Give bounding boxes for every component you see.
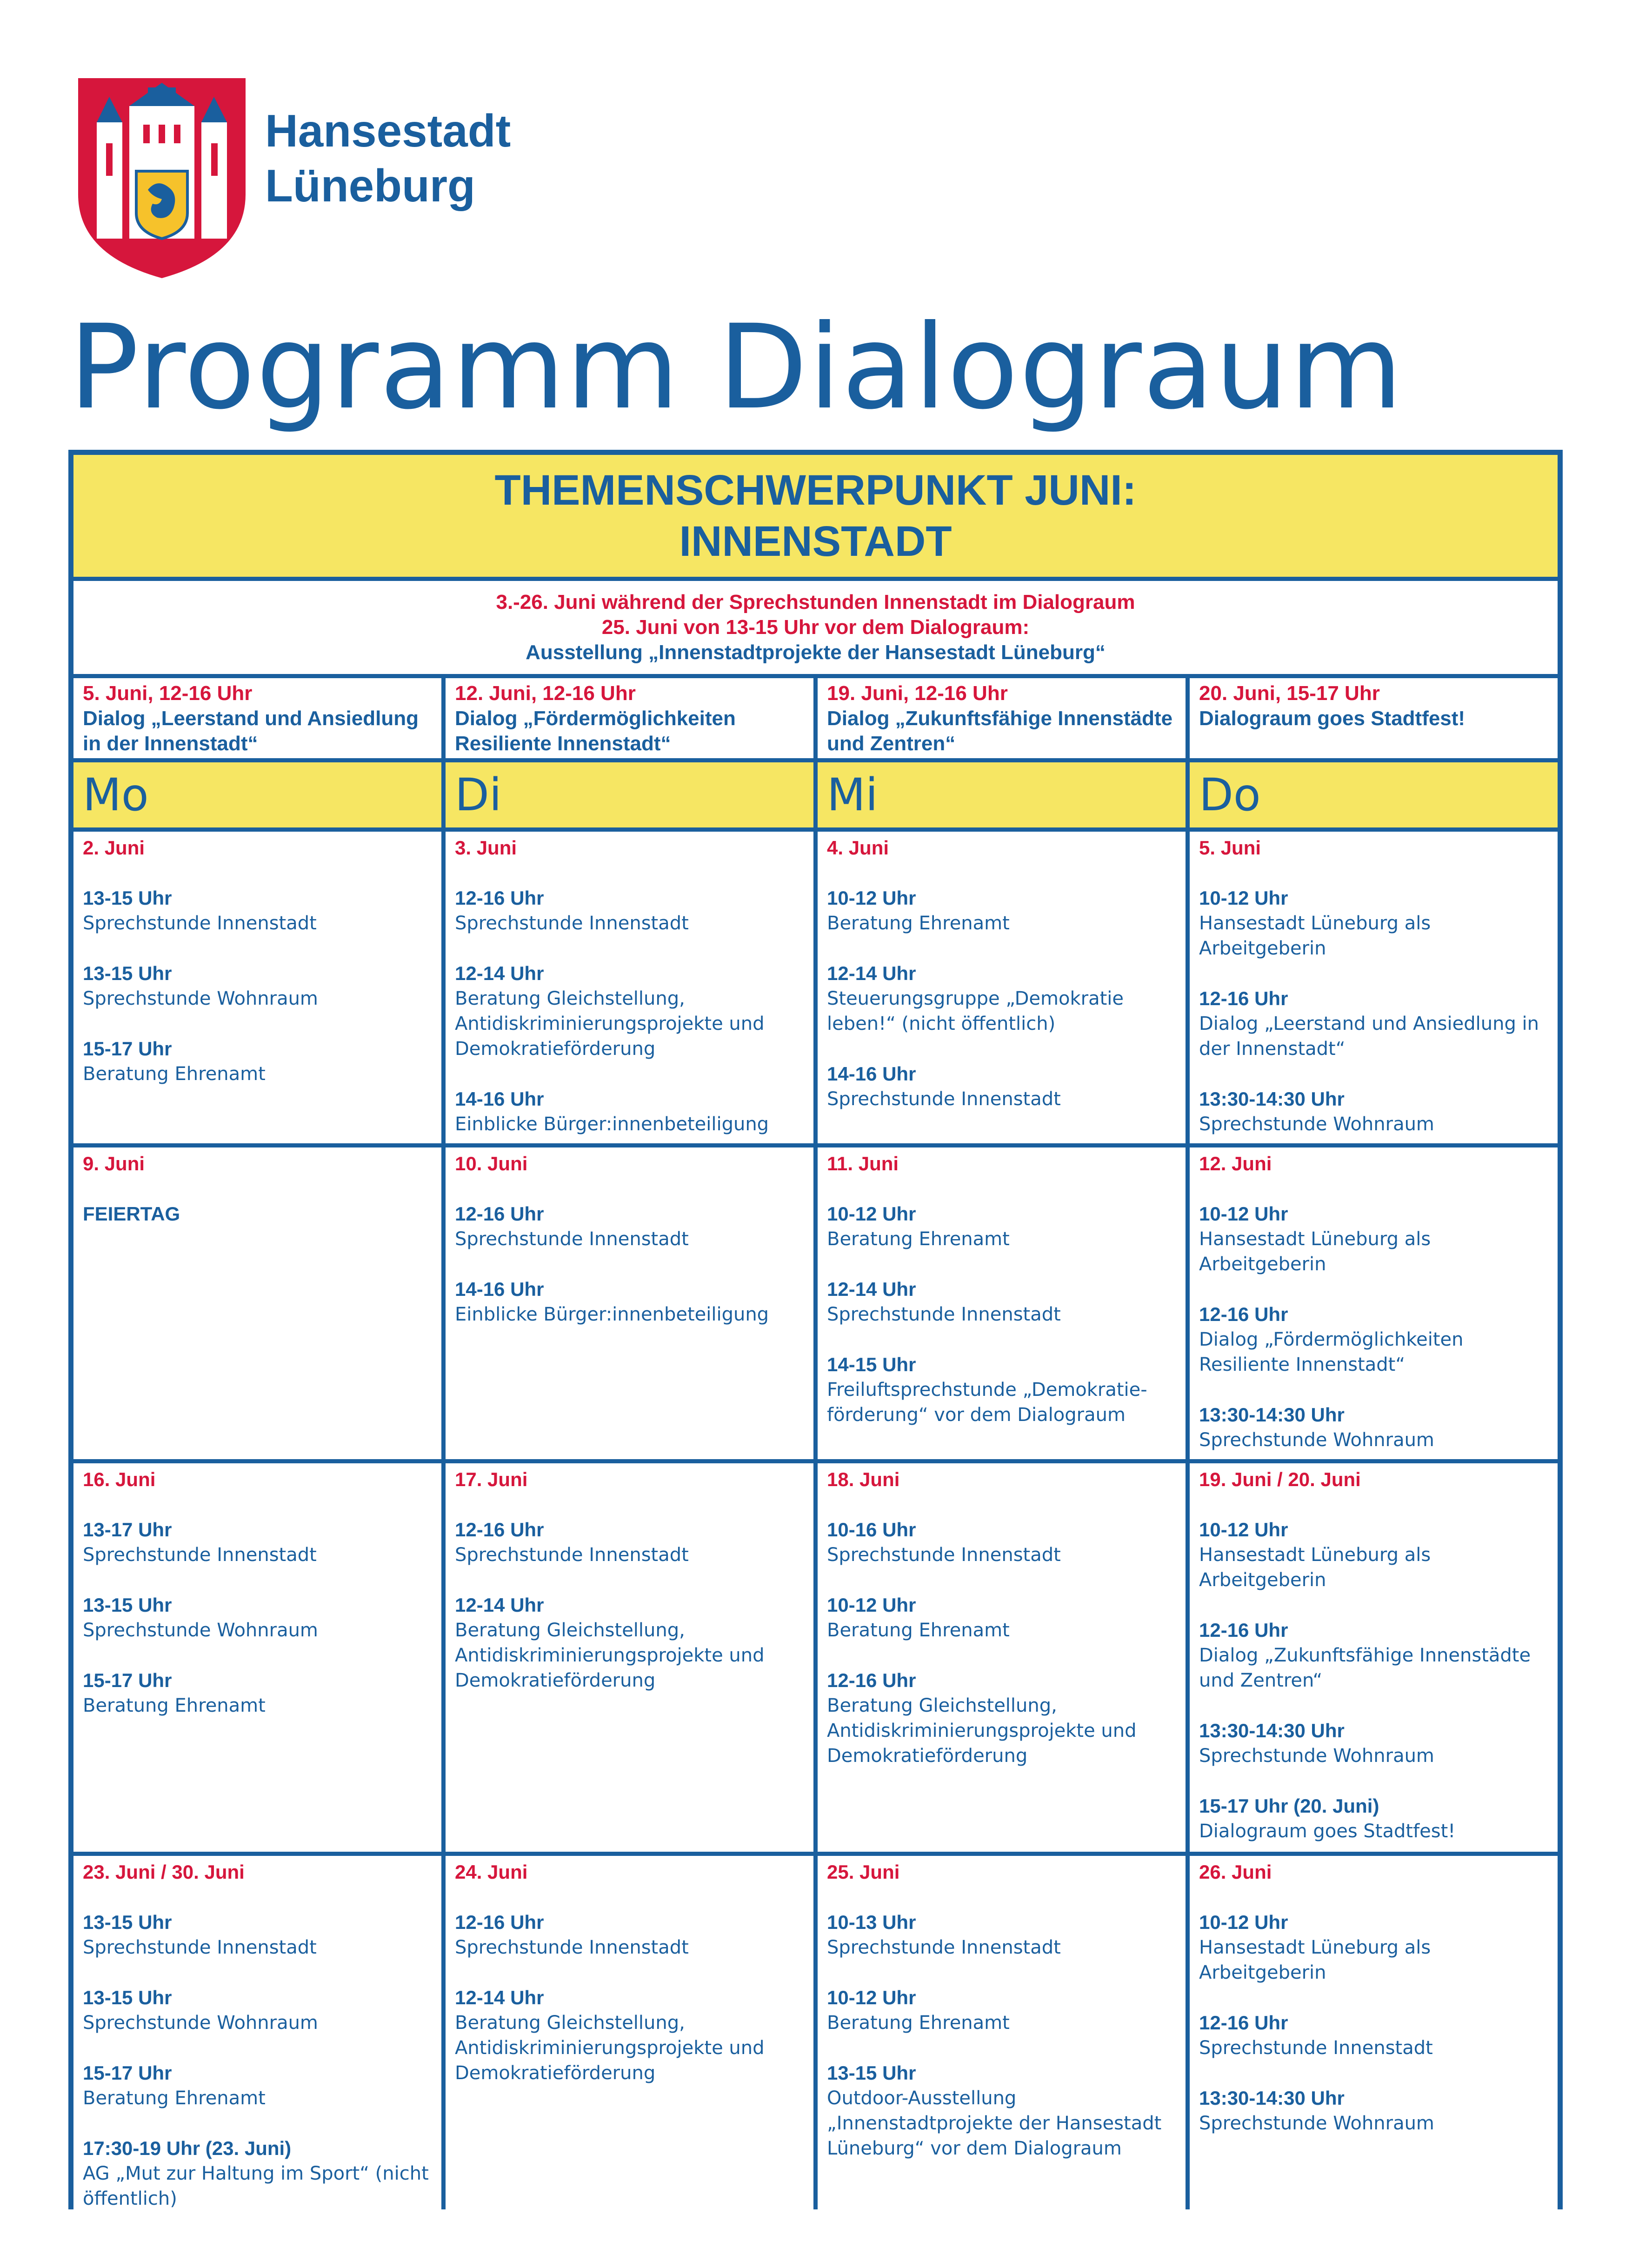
entry-description: Dialograum goes Stadtfest! (1199, 1821, 1456, 1842)
day-date: 4. Juni (827, 837, 889, 859)
schedule-entry (827, 1201, 1176, 1252)
holiday-label: FEIERTAG (83, 1203, 180, 1225)
entry-time: 13-17 Uhr (83, 1519, 172, 1541)
event-when: 12. Juni, 12-16 Uhr (455, 682, 636, 705)
schedule-entry (83, 1668, 432, 1718)
entry-description: Hansestadt Lüneburg als Arbeitgeberin (1199, 913, 1431, 959)
entry-time: 12-16 Uhr (827, 1669, 916, 1691)
entry-time: 13-15 Uhr (83, 1911, 172, 1933)
coat-of-arms-logo (78, 78, 246, 278)
entry-description: Sprechstunde Innenstadt (827, 1088, 1061, 1110)
day-date: 18. Juni (827, 1468, 900, 1490)
entry-time: 12-16 Uhr (1199, 2012, 1288, 2034)
schedule-entry (827, 2061, 1176, 2161)
schedule-entry (1199, 1402, 1548, 1453)
day-cell (818, 1147, 1186, 1459)
exhibition-line-2: 25. Juni von 13-15 Uhr vor dem Dialograum: (601, 616, 1030, 639)
theme-line-2: INNENSTADT (679, 518, 952, 565)
day-date: 12. Juni (1199, 1153, 1272, 1174)
schedule-entry (827, 1061, 1176, 1112)
day-date: 25. Juni (827, 1861, 900, 1883)
brand-line-2: Lüneburg (265, 160, 475, 211)
day-label: Di (455, 769, 502, 821)
event-what: Dialograum goes Stadtfest! (1199, 707, 1465, 730)
schedule-entry (83, 961, 432, 1011)
entry-description: Sprechstunde Innenstadt (83, 913, 317, 934)
entry-description: Steuerungsgruppe „Demokratie leben!“ (nicht öffentlich) (827, 988, 1124, 1034)
entry-description: Dialog „Zukunftsfähige Innenstädte und Zentren“ (1199, 1645, 1531, 1691)
entry-time: 12-14 Uhr (455, 1987, 544, 2008)
day-cell (1190, 832, 1558, 1143)
day-date: 3. Juni (455, 837, 517, 859)
entry-description: Beratung Gleichstellung, Antidiskriminierungsprojekte und Demokratieförderung (455, 2012, 765, 2084)
entry-description: Sprechstunde Innenstadt (455, 1228, 689, 1250)
schedule-entry (83, 1593, 432, 1643)
schedule-entry (83, 1036, 432, 1087)
day-date: 10. Juni (455, 1153, 528, 1174)
entry-description: Hansestadt Lüneburg als Arbeitgeberin (1199, 1937, 1431, 1983)
event-what: Dialog „Fördermöglichkeiten Resiliente Innenstadt“ (455, 707, 736, 755)
entry-description: Sprechstunde Wohnraum (1199, 1429, 1434, 1451)
entry-time: 10-16 Uhr (827, 1519, 916, 1541)
day-label: Mi (827, 769, 878, 821)
schedule-entry (83, 2136, 432, 2211)
entry-time: 13-15 Uhr (83, 1594, 172, 1616)
schedule-entry (827, 1668, 1176, 1768)
entry-time: 17:30-19 Uhr (23. Juni) (83, 2137, 292, 2159)
exhibition-info (73, 581, 1558, 674)
event-when: 20. Juni, 15-17 Uhr (1199, 682, 1380, 705)
brand-name (265, 103, 511, 213)
day-cell (1190, 1856, 1558, 2268)
entry-description: Outdoor-Ausstellung „Innenstadtprojekte der Hansestadt Lüneburg“ vor dem Dialograum (827, 2088, 1162, 2159)
entry-time: 10-12 Uhr (827, 1987, 916, 2008)
entry-time: 10-12 Uhr (827, 1203, 916, 1225)
schedule-entry (83, 1910, 432, 1960)
schedule-entry (83, 2061, 432, 2111)
entry-description: Beratung Gleichstellung, Antidiskriminierungsprojekte und Demokratieförderung (827, 1695, 1137, 1767)
entry-time: 15-17 Uhr (83, 2062, 172, 2084)
entry-description: Sprechstunde Innenstadt (455, 1544, 689, 1566)
schedule-entry (827, 1517, 1176, 1568)
program-table (68, 450, 1563, 2209)
entry-description: Beratung Ehrenamt (83, 1695, 266, 1716)
entry-time: 10-12 Uhr (1199, 1203, 1288, 1225)
entry-time: 12-16 Uhr (455, 1203, 544, 1225)
schedule-entry (455, 1277, 804, 1327)
entry-description: Dialog „Fördermöglichkeiten Resiliente Innenstadt“ (1199, 1329, 1464, 1375)
entry-description: Sprechstunde Innenstadt (83, 1937, 317, 1958)
day-date: 16. Juni (83, 1468, 156, 1490)
entry-description: Sprechstunde Innenstadt (827, 1544, 1061, 1566)
day-date: 11. Juni (827, 1153, 899, 1174)
event-cell (1190, 678, 1558, 758)
entry-time: 13:30-14:30 Uhr (1199, 1720, 1345, 1741)
day-cell (818, 1463, 1186, 1852)
schedule-entry (455, 1087, 804, 1137)
schedule-entry (1199, 1910, 1548, 1985)
event-when: 5. Juni, 12-16 Uhr (83, 682, 253, 705)
day-date: 19. Juni / 20. Juni (1199, 1468, 1361, 1490)
entry-time: 12-16 Uhr (1199, 1303, 1288, 1325)
entry-time: 14-16 Uhr (455, 1278, 544, 1300)
schedule-entry (1199, 1302, 1548, 1377)
entry-time: 15-17 Uhr (83, 1038, 172, 1060)
event-cell (446, 678, 813, 758)
schedule-entry (827, 961, 1176, 1036)
day-header-mo (73, 762, 441, 827)
entry-description: AG „Mut zur Haltung im Sport“ (nicht öffentlich) (83, 2163, 429, 2209)
entry-time: 13-15 Uhr (83, 962, 172, 984)
theme-line-1: THEMENSCHWERPUNKT JUNI: (494, 467, 1137, 514)
entry-description: Sprechstunde Wohnraum (1199, 1745, 1434, 1767)
schedule-entry (455, 1517, 804, 1568)
schedule-entry (827, 1593, 1176, 1643)
schedule-entry (455, 886, 804, 936)
entry-time: 10-13 Uhr (827, 1911, 916, 1933)
entry-description: Freiluftsprechstunde „Demokratie-förderung“ vor dem Dialograum (827, 1379, 1147, 1426)
day-date: 23. Juni / 30. Juni (83, 1861, 245, 1883)
entry-time: 12-16 Uhr (1199, 1619, 1288, 1641)
schedule-entry (1199, 1517, 1548, 1593)
entry-description: Hansestadt Lüneburg als Arbeitgeberin (1199, 1228, 1431, 1275)
schedule-entry (1199, 1718, 1548, 1768)
day-cell (818, 1856, 1186, 2268)
entry-time: 12-16 Uhr (455, 887, 544, 909)
schedule-entry (1199, 986, 1548, 1061)
schedule-entry (827, 1910, 1176, 1960)
entry-description: Sprechstunde Innenstadt (1199, 2037, 1433, 2059)
entry-time: 10-12 Uhr (1199, 1519, 1288, 1541)
entry-description: Beratung Ehrenamt (83, 1063, 266, 1085)
entry-description: Beratung Gleichstellung, Antidiskriminierungsprojekte und Demokratieförderung (455, 1620, 765, 1691)
day-cell (73, 1463, 441, 1852)
event-what: Dialog „Leerstand und Ansiedlung in der Innenstadt“ (83, 707, 419, 755)
day-date: 2. Juni (83, 837, 145, 859)
entry-description: Beratung Ehrenamt (827, 1620, 1010, 1641)
day-cell (73, 1856, 441, 2268)
schedule-entry (1199, 2010, 1548, 2061)
entry-time: 12-16 Uhr (1199, 987, 1288, 1009)
entry-time: 10-12 Uhr (827, 887, 916, 909)
schedule-entry (455, 1985, 804, 2086)
day-date: 9. Juni (83, 1153, 145, 1174)
entry-time: 13-15 Uhr (827, 2062, 916, 2084)
entry-description: Sprechstunde Wohnraum (83, 2012, 318, 2034)
event-cell (818, 678, 1186, 758)
schedule-entry (1199, 2086, 1548, 2136)
schedule-entry (827, 1277, 1176, 1327)
entry-description: Hansestadt Lüneburg als Arbeitgeberin (1199, 1544, 1431, 1591)
entry-description: Dialog „Leerstand und Ansiedlung in der Innenstadt“ (1199, 1013, 1539, 1060)
schedule-entry (455, 1593, 804, 1693)
entry-description: Sprechstunde Wohnraum (83, 1620, 318, 1641)
day-label: Do (1199, 769, 1261, 821)
entry-description: Sprechstunde Wohnraum (1199, 2113, 1434, 2134)
entry-time: 12-14 Uhr (455, 1594, 544, 1616)
schedule-entry (455, 1201, 804, 1252)
entry-time: 12-14 Uhr (827, 1278, 916, 1300)
entry-time: 12-14 Uhr (827, 962, 916, 984)
entry-description: Sprechstunde Innenstadt (83, 1544, 317, 1566)
entry-time: 12-16 Uhr (455, 1911, 544, 1933)
entry-description: Sprechstunde Wohnraum (1199, 1114, 1434, 1135)
day-date: 17. Juni (455, 1468, 528, 1490)
day-cell (73, 1147, 441, 1459)
entry-time: 13:30-14:30 Uhr (1199, 2087, 1345, 2109)
day-date: 24. Juni (455, 1861, 528, 1883)
entry-description: Beratung Ehrenamt (827, 2012, 1010, 2034)
event-when: 19. Juni, 12-16 Uhr (827, 682, 1008, 705)
schedule-entry (827, 1352, 1176, 1428)
entry-description: Sprechstunde Innenstadt (827, 1937, 1061, 1958)
entry-description: Beratung Ehrenamt (827, 913, 1010, 934)
day-cell (446, 1856, 813, 2268)
entry-time: 12-16 Uhr (455, 1519, 544, 1541)
entry-description: Beratung Ehrenamt (83, 2088, 266, 2109)
schedule-entry (455, 961, 804, 1061)
entry-time: 14-16 Uhr (827, 1063, 916, 1085)
exhibition-line-1: 3.-26. Juni während der Sprechstunden Innenstadt im Dialograum (496, 591, 1135, 614)
entry-description: Sprechstunde Wohnraum (83, 988, 318, 1009)
day-date: 5. Juni (1199, 837, 1261, 859)
day-label: Mo (83, 769, 149, 821)
day-cell (446, 1463, 813, 1852)
entry-time: 13-15 Uhr (83, 887, 172, 909)
entry-time: 10-12 Uhr (1199, 1911, 1288, 1933)
entry-description: Einblicke Bürger:innenbeteiligung (455, 1304, 769, 1325)
entry-time: 15-17 Uhr (83, 1669, 172, 1691)
entry-description: Einblicke Bürger:innenbeteiligung (455, 1114, 769, 1135)
day-cell (73, 832, 441, 1143)
entry-time: 14-16 Uhr (455, 1088, 544, 1110)
schedule-entry (1199, 1618, 1548, 1693)
entry-time: 12-14 Uhr (455, 962, 544, 984)
schedule-entry (827, 886, 1176, 936)
schedule-entry (1199, 886, 1548, 961)
day-header-mi (818, 762, 1186, 827)
day-cell (1190, 1463, 1558, 1852)
schedule-entry (827, 1985, 1176, 2035)
schedule-entry (1199, 1794, 1548, 1844)
exhibition-line-3: Ausstellung „Innenstadtprojekte der Hansestadt Lüneburg“ (526, 641, 1106, 664)
day-cell (446, 832, 813, 1143)
day-cell (446, 1147, 813, 1459)
day-cell (1190, 1147, 1558, 1459)
day-date: 26. Juni (1199, 1861, 1272, 1883)
entry-time: 13-15 Uhr (83, 1987, 172, 2008)
entry-description: Sprechstunde Innenstadt (455, 1937, 689, 1958)
event-what: Dialog „Zukunftsfähige Innenstädte und Zentren“ (827, 707, 1173, 755)
schedule-entry (455, 1910, 804, 1960)
schedule-entry (83, 1517, 432, 1568)
brand-line-1: Hansestadt (265, 105, 511, 156)
event-cell (73, 678, 441, 758)
day-cell (818, 832, 1186, 1143)
entry-description: Sprechstunde Innenstadt (455, 913, 689, 934)
entry-time: 14-15 Uhr (827, 1354, 916, 1375)
entry-time: 13:30-14:30 Uhr (1199, 1088, 1345, 1110)
entry-description: Sprechstunde Innenstadt (827, 1304, 1061, 1325)
entry-description: Beratung Gleichstellung, Antidiskriminierungsprojekte und Demokratieförderung (455, 988, 765, 1060)
entry-time: 15-17 Uhr (20. Juni) (1199, 1795, 1379, 1817)
day-header-di (446, 762, 813, 827)
entry-time: 10-12 Uhr (827, 1594, 916, 1616)
schedule-entry (83, 1985, 432, 2035)
entry-description: Beratung Ehrenamt (827, 1228, 1010, 1250)
schedule-entry (83, 886, 432, 936)
page-title: Programm Dialograum (69, 300, 1404, 435)
schedule-entry (1199, 1087, 1548, 1137)
theme-header (73, 455, 1558, 577)
entry-time: 10-12 Uhr (1199, 887, 1288, 909)
schedule-entry (1199, 1201, 1548, 1277)
day-header-do (1190, 762, 1558, 827)
entry-time: 13:30-14:30 Uhr (1199, 1404, 1345, 1426)
